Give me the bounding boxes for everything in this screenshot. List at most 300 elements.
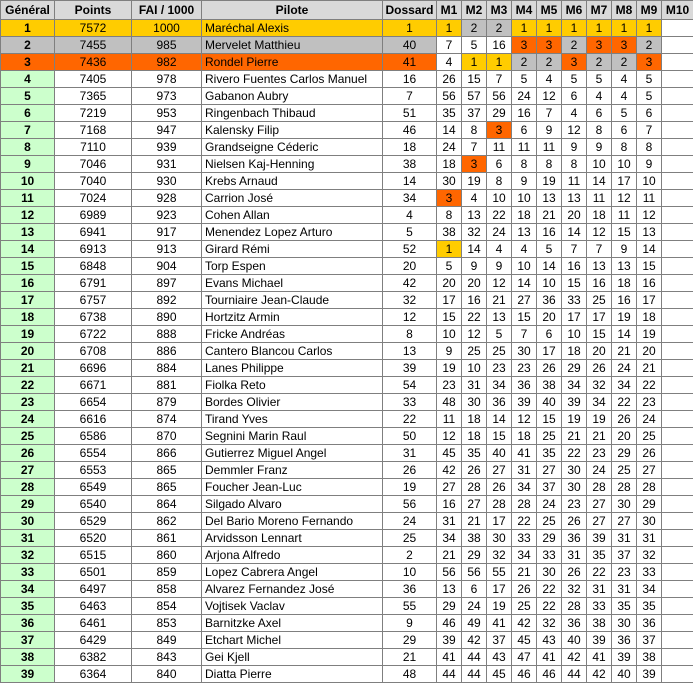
round-cell: 14: [537, 258, 562, 275]
pilot-cell: Rivero Fuentes Carlos Manuel: [202, 71, 383, 88]
round-cell: [662, 377, 693, 394]
table-row: [1, 445, 693, 462]
bib-cell: 18: [383, 139, 437, 156]
bib-cell: 41: [383, 54, 437, 71]
round-cell: 6: [487, 156, 512, 173]
pilot-cell: Cohen Allan: [202, 207, 383, 224]
round-cell: 42: [562, 649, 587, 666]
round-cell: 49: [462, 615, 487, 632]
round-cell: 8: [537, 156, 562, 173]
round-cell: 16: [562, 258, 587, 275]
bib-cell: 29: [383, 632, 437, 649]
round-cell: 38: [637, 649, 662, 666]
round-cell: 55: [487, 564, 512, 581]
round-cell: [662, 564, 693, 581]
points-cell: 6463: [55, 598, 132, 615]
table-row: [1, 156, 693, 173]
round-cell: 35: [612, 598, 637, 615]
round-cell: 5: [637, 71, 662, 88]
round-cell: 37: [487, 632, 512, 649]
round-cell: 4: [562, 105, 587, 122]
pilot-cell: Nielsen Kaj-Henning: [202, 156, 383, 173]
fai-cell: 886: [132, 343, 202, 360]
round-cell: 31: [562, 547, 587, 564]
bib-cell: 48: [383, 666, 437, 683]
round-cell: 14: [587, 173, 612, 190]
points-cell: 6364: [55, 666, 132, 683]
fai-cell: 978: [132, 71, 202, 88]
round-cell: 36: [562, 530, 587, 547]
column-header: FAI / 1000: [132, 1, 202, 20]
round-cell: 13: [637, 224, 662, 241]
round-cell: 11: [437, 411, 462, 428]
column-header: M4: [512, 1, 537, 20]
round-cell: 25: [637, 428, 662, 445]
round-cell: [662, 462, 693, 479]
round-cell: 13: [587, 258, 612, 275]
round-cell: 15: [437, 309, 462, 326]
header-row: [1, 1, 693, 20]
round-cell: 39: [437, 632, 462, 649]
round-cell: 24: [487, 224, 512, 241]
points-cell: 6654: [55, 394, 132, 411]
round-cell: 1: [462, 54, 487, 71]
bib-cell: 36: [383, 581, 437, 598]
round-cell: 2: [512, 54, 537, 71]
round-cell: 1: [487, 54, 512, 71]
round-cell: [662, 37, 693, 54]
fai-cell: 858: [132, 581, 202, 598]
table-row: [1, 615, 693, 632]
round-cell: 16: [637, 275, 662, 292]
round-cell: 4: [462, 190, 487, 207]
points-cell: 6722: [55, 326, 132, 343]
fai-cell: 888: [132, 326, 202, 343]
round-cell: 26: [462, 462, 487, 479]
pilot-cell: Menendez Lopez Arturo: [202, 224, 383, 241]
round-cell: 15: [612, 224, 637, 241]
round-cell: 34: [562, 377, 587, 394]
round-cell: 36: [562, 615, 587, 632]
fai-cell: 928: [132, 190, 202, 207]
round-cell: 9: [437, 343, 462, 360]
table-row: [1, 649, 693, 666]
round-cell: 40: [537, 394, 562, 411]
round-cell: 40: [562, 632, 587, 649]
round-cell: 14: [637, 241, 662, 258]
fai-cell: 892: [132, 292, 202, 309]
rank-cell: 4: [1, 71, 55, 88]
round-cell: 12: [462, 326, 487, 343]
round-cell: 5: [512, 71, 537, 88]
round-cell: 27: [612, 513, 637, 530]
round-cell: 22: [537, 598, 562, 615]
round-cell: [662, 632, 693, 649]
round-cell: 28: [587, 479, 612, 496]
round-cell: 3: [512, 37, 537, 54]
round-cell: 31: [437, 513, 462, 530]
pilot-cell: Lanes Philippe: [202, 360, 383, 377]
table-row: [1, 513, 693, 530]
rank-cell: 18: [1, 309, 55, 326]
round-cell: 18: [612, 275, 637, 292]
round-cell: [662, 292, 693, 309]
round-cell: 56: [487, 88, 512, 105]
round-cell: 18: [512, 428, 537, 445]
round-cell: 27: [487, 462, 512, 479]
round-cell: 8: [587, 122, 612, 139]
round-cell: 30: [487, 530, 512, 547]
round-cell: 8: [512, 156, 537, 173]
points-cell: 6848: [55, 258, 132, 275]
pilot-cell: Arjona Alfredo: [202, 547, 383, 564]
round-cell: 16: [512, 105, 537, 122]
fai-cell: 923: [132, 207, 202, 224]
round-cell: 47: [512, 649, 537, 666]
round-cell: 21: [512, 564, 537, 581]
rank-cell: 31: [1, 530, 55, 547]
pilot-cell: Barnitzke Axel: [202, 615, 383, 632]
round-cell: [662, 105, 693, 122]
pilot-cell: Gei Kjell: [202, 649, 383, 666]
round-cell: 29: [537, 530, 562, 547]
round-cell: 19: [637, 326, 662, 343]
round-cell: 14: [462, 241, 487, 258]
round-cell: 19: [487, 598, 512, 615]
points-cell: 6553: [55, 462, 132, 479]
round-cell: 44: [437, 666, 462, 683]
rank-cell: 11: [1, 190, 55, 207]
bib-cell: 2: [383, 547, 437, 564]
points-cell: 6738: [55, 309, 132, 326]
round-cell: 12: [637, 207, 662, 224]
round-cell: 26: [562, 513, 587, 530]
bib-cell: 38: [383, 156, 437, 173]
round-cell: 46: [512, 666, 537, 683]
round-cell: 18: [587, 207, 612, 224]
round-cell: 6: [612, 122, 637, 139]
round-cell: 37: [612, 547, 637, 564]
round-cell: 3: [637, 54, 662, 71]
column-header: Dossard: [383, 1, 437, 20]
round-cell: 30: [562, 479, 587, 496]
pilot-cell: Krebs Arnaud: [202, 173, 383, 190]
round-cell: [662, 649, 693, 666]
column-header: M10: [662, 1, 693, 20]
column-header: M6: [562, 1, 587, 20]
round-cell: 5: [537, 241, 562, 258]
rank-cell: 29: [1, 496, 55, 513]
round-cell: 25: [462, 343, 487, 360]
round-cell: 5: [462, 37, 487, 54]
round-cell: 13: [562, 190, 587, 207]
round-cell: 33: [512, 530, 537, 547]
round-cell: 17: [562, 309, 587, 326]
round-cell: 9: [512, 173, 537, 190]
fai-cell: 865: [132, 462, 202, 479]
round-cell: 9: [562, 139, 587, 156]
bib-cell: 55: [383, 598, 437, 615]
round-cell: 26: [437, 71, 462, 88]
fai-cell: 865: [132, 479, 202, 496]
table-row: [1, 547, 693, 564]
bib-cell: 51: [383, 105, 437, 122]
round-cell: [662, 445, 693, 462]
round-cell: [662, 513, 693, 530]
round-cell: 17: [587, 309, 612, 326]
round-cell: 4: [612, 71, 637, 88]
round-cell: 36: [512, 377, 537, 394]
round-cell: 25: [537, 428, 562, 445]
rank-cell: 22: [1, 377, 55, 394]
table-row: [1, 479, 693, 496]
bib-cell: 13: [383, 343, 437, 360]
rank-cell: 13: [1, 224, 55, 241]
pilot-cell: Demmler Franz: [202, 462, 383, 479]
round-cell: 15: [462, 71, 487, 88]
rank-cell: 34: [1, 581, 55, 598]
round-cell: 46: [537, 666, 562, 683]
fai-cell: 1000: [132, 20, 202, 37]
round-cell: [662, 360, 693, 377]
round-cell: 16: [487, 37, 512, 54]
round-cell: 29: [637, 496, 662, 513]
round-cell: [662, 241, 693, 258]
table-row: [1, 496, 693, 513]
round-cell: 20: [612, 428, 637, 445]
round-cell: 17: [637, 292, 662, 309]
round-cell: 56: [462, 564, 487, 581]
round-cell: 28: [512, 496, 537, 513]
round-cell: 4: [487, 241, 512, 258]
table-row: [1, 258, 693, 275]
round-cell: [662, 343, 693, 360]
fai-cell: 890: [132, 309, 202, 326]
rank-cell: 35: [1, 598, 55, 615]
round-cell: 9: [462, 258, 487, 275]
rank-cell: 10: [1, 173, 55, 190]
round-cell: 39: [637, 666, 662, 683]
round-cell: 31: [512, 462, 537, 479]
round-cell: 19: [437, 360, 462, 377]
rank-cell: 6: [1, 105, 55, 122]
round-cell: 28: [562, 598, 587, 615]
round-cell: 39: [562, 394, 587, 411]
rank-cell: 28: [1, 479, 55, 496]
round-cell: 1: [437, 241, 462, 258]
round-cell: 10: [512, 258, 537, 275]
round-cell: 2: [562, 37, 587, 54]
fai-cell: 985: [132, 37, 202, 54]
round-cell: 44: [562, 666, 587, 683]
pilot-cell: Segnini Marin Raul: [202, 428, 383, 445]
round-cell: 4: [512, 241, 537, 258]
round-cell: 45: [437, 445, 462, 462]
table-row: [1, 241, 693, 258]
rank-cell: 21: [1, 360, 55, 377]
round-cell: 36: [537, 292, 562, 309]
round-cell: 12: [487, 275, 512, 292]
points-cell: 6913: [55, 241, 132, 258]
round-cell: [662, 326, 693, 343]
round-cell: 22: [537, 581, 562, 598]
round-cell: 24: [612, 360, 637, 377]
pilot-cell: Lopez Cabrera Angel: [202, 564, 383, 581]
bib-cell: 21: [383, 649, 437, 666]
round-cell: 10: [462, 360, 487, 377]
round-cell: 14: [512, 275, 537, 292]
bib-cell: 1: [383, 20, 437, 37]
round-cell: 41: [437, 649, 462, 666]
points-cell: 7455: [55, 37, 132, 54]
round-cell: 3: [587, 37, 612, 54]
pilot-cell: Foucher Jean-Luc: [202, 479, 383, 496]
round-cell: 8: [562, 156, 587, 173]
rank-cell: 12: [1, 207, 55, 224]
table-row: [1, 190, 693, 207]
points-cell: 7219: [55, 105, 132, 122]
round-cell: 16: [437, 496, 462, 513]
round-cell: 22: [512, 513, 537, 530]
round-cell: 12: [562, 122, 587, 139]
round-cell: 1: [537, 20, 562, 37]
round-cell: 9: [587, 139, 612, 156]
round-cell: 13: [512, 224, 537, 241]
bib-cell: 46: [383, 122, 437, 139]
round-cell: 6: [562, 88, 587, 105]
round-cell: 30: [612, 496, 637, 513]
round-cell: 6: [587, 105, 612, 122]
table-row: [1, 173, 693, 190]
round-cell: 1: [612, 20, 637, 37]
round-cell: 11: [487, 139, 512, 156]
column-header: Points: [55, 1, 132, 20]
round-cell: [662, 547, 693, 564]
round-cell: 41: [487, 615, 512, 632]
rank-cell: 26: [1, 445, 55, 462]
points-cell: 6529: [55, 513, 132, 530]
table-row: [1, 224, 693, 241]
round-cell: 27: [512, 292, 537, 309]
round-cell: 21: [437, 547, 462, 564]
round-cell: 29: [612, 445, 637, 462]
round-cell: 28: [487, 496, 512, 513]
round-cell: 10: [637, 173, 662, 190]
round-cell: 37: [537, 479, 562, 496]
rank-cell: 19: [1, 326, 55, 343]
pilot-cell: Hortzitz Armin: [202, 309, 383, 326]
round-cell: 42: [462, 632, 487, 649]
rank-cell: 23: [1, 394, 55, 411]
fai-cell: 897: [132, 275, 202, 292]
round-cell: [662, 207, 693, 224]
bib-cell: 9: [383, 615, 437, 632]
round-cell: 38: [437, 224, 462, 241]
round-cell: 46: [437, 615, 462, 632]
round-cell: 18: [512, 207, 537, 224]
round-cell: 20: [637, 343, 662, 360]
round-cell: 43: [537, 632, 562, 649]
round-cell: 23: [487, 360, 512, 377]
table-row: [1, 71, 693, 88]
round-cell: 1: [512, 20, 537, 37]
round-cell: 36: [487, 394, 512, 411]
fai-cell: 913: [132, 241, 202, 258]
round-cell: 39: [587, 632, 612, 649]
round-cell: 28: [637, 479, 662, 496]
rank-cell: 16: [1, 275, 55, 292]
round-cell: [662, 224, 693, 241]
round-cell: 19: [612, 309, 637, 326]
round-cell: 11: [537, 139, 562, 156]
round-cell: 30: [637, 513, 662, 530]
table-row: [1, 343, 693, 360]
round-cell: [662, 258, 693, 275]
points-cell: 6671: [55, 377, 132, 394]
round-cell: 27: [587, 513, 612, 530]
fai-cell: 864: [132, 496, 202, 513]
pilot-cell: Del Bario Moreno Fernando: [202, 513, 383, 530]
rank-cell: 32: [1, 547, 55, 564]
rank-cell: 7: [1, 122, 55, 139]
round-cell: 35: [437, 105, 462, 122]
fai-cell: 939: [132, 139, 202, 156]
round-cell: 44: [462, 666, 487, 683]
pilot-cell: Etchart Michel: [202, 632, 383, 649]
round-cell: 21: [487, 292, 512, 309]
round-cell: 22: [587, 564, 612, 581]
round-cell: 27: [462, 496, 487, 513]
rank-cell: 3: [1, 54, 55, 71]
table-row: [1, 37, 693, 54]
bib-cell: 32: [383, 292, 437, 309]
round-cell: 12: [512, 411, 537, 428]
round-cell: 6: [537, 326, 562, 343]
rank-cell: 39: [1, 666, 55, 683]
round-cell: [662, 479, 693, 496]
rank-cell: 37: [1, 632, 55, 649]
rank-cell: 17: [1, 292, 55, 309]
round-cell: 7: [562, 241, 587, 258]
column-header: M1: [437, 1, 462, 20]
pilot-cell: Carrion José: [202, 190, 383, 207]
round-cell: 26: [562, 564, 587, 581]
points-cell: 6520: [55, 530, 132, 547]
column-header: M8: [612, 1, 637, 20]
rank-cell: 2: [1, 37, 55, 54]
round-cell: 4: [437, 54, 462, 71]
round-cell: 5: [587, 71, 612, 88]
fai-cell: 870: [132, 428, 202, 445]
rank-cell: 33: [1, 564, 55, 581]
round-cell: [662, 598, 693, 615]
points-cell: 7040: [55, 173, 132, 190]
rank-cell: 9: [1, 156, 55, 173]
round-cell: 9: [637, 156, 662, 173]
fai-cell: 874: [132, 411, 202, 428]
round-cell: 25: [612, 462, 637, 479]
round-cell: [662, 411, 693, 428]
round-cell: 10: [437, 326, 462, 343]
round-cell: 3: [487, 122, 512, 139]
round-cell: 8: [637, 139, 662, 156]
fai-cell: 884: [132, 360, 202, 377]
round-cell: [662, 122, 693, 139]
points-cell: 7572: [55, 20, 132, 37]
pilot-cell: Fiolka Reto: [202, 377, 383, 394]
round-cell: 42: [512, 615, 537, 632]
column-header: M5: [537, 1, 562, 20]
